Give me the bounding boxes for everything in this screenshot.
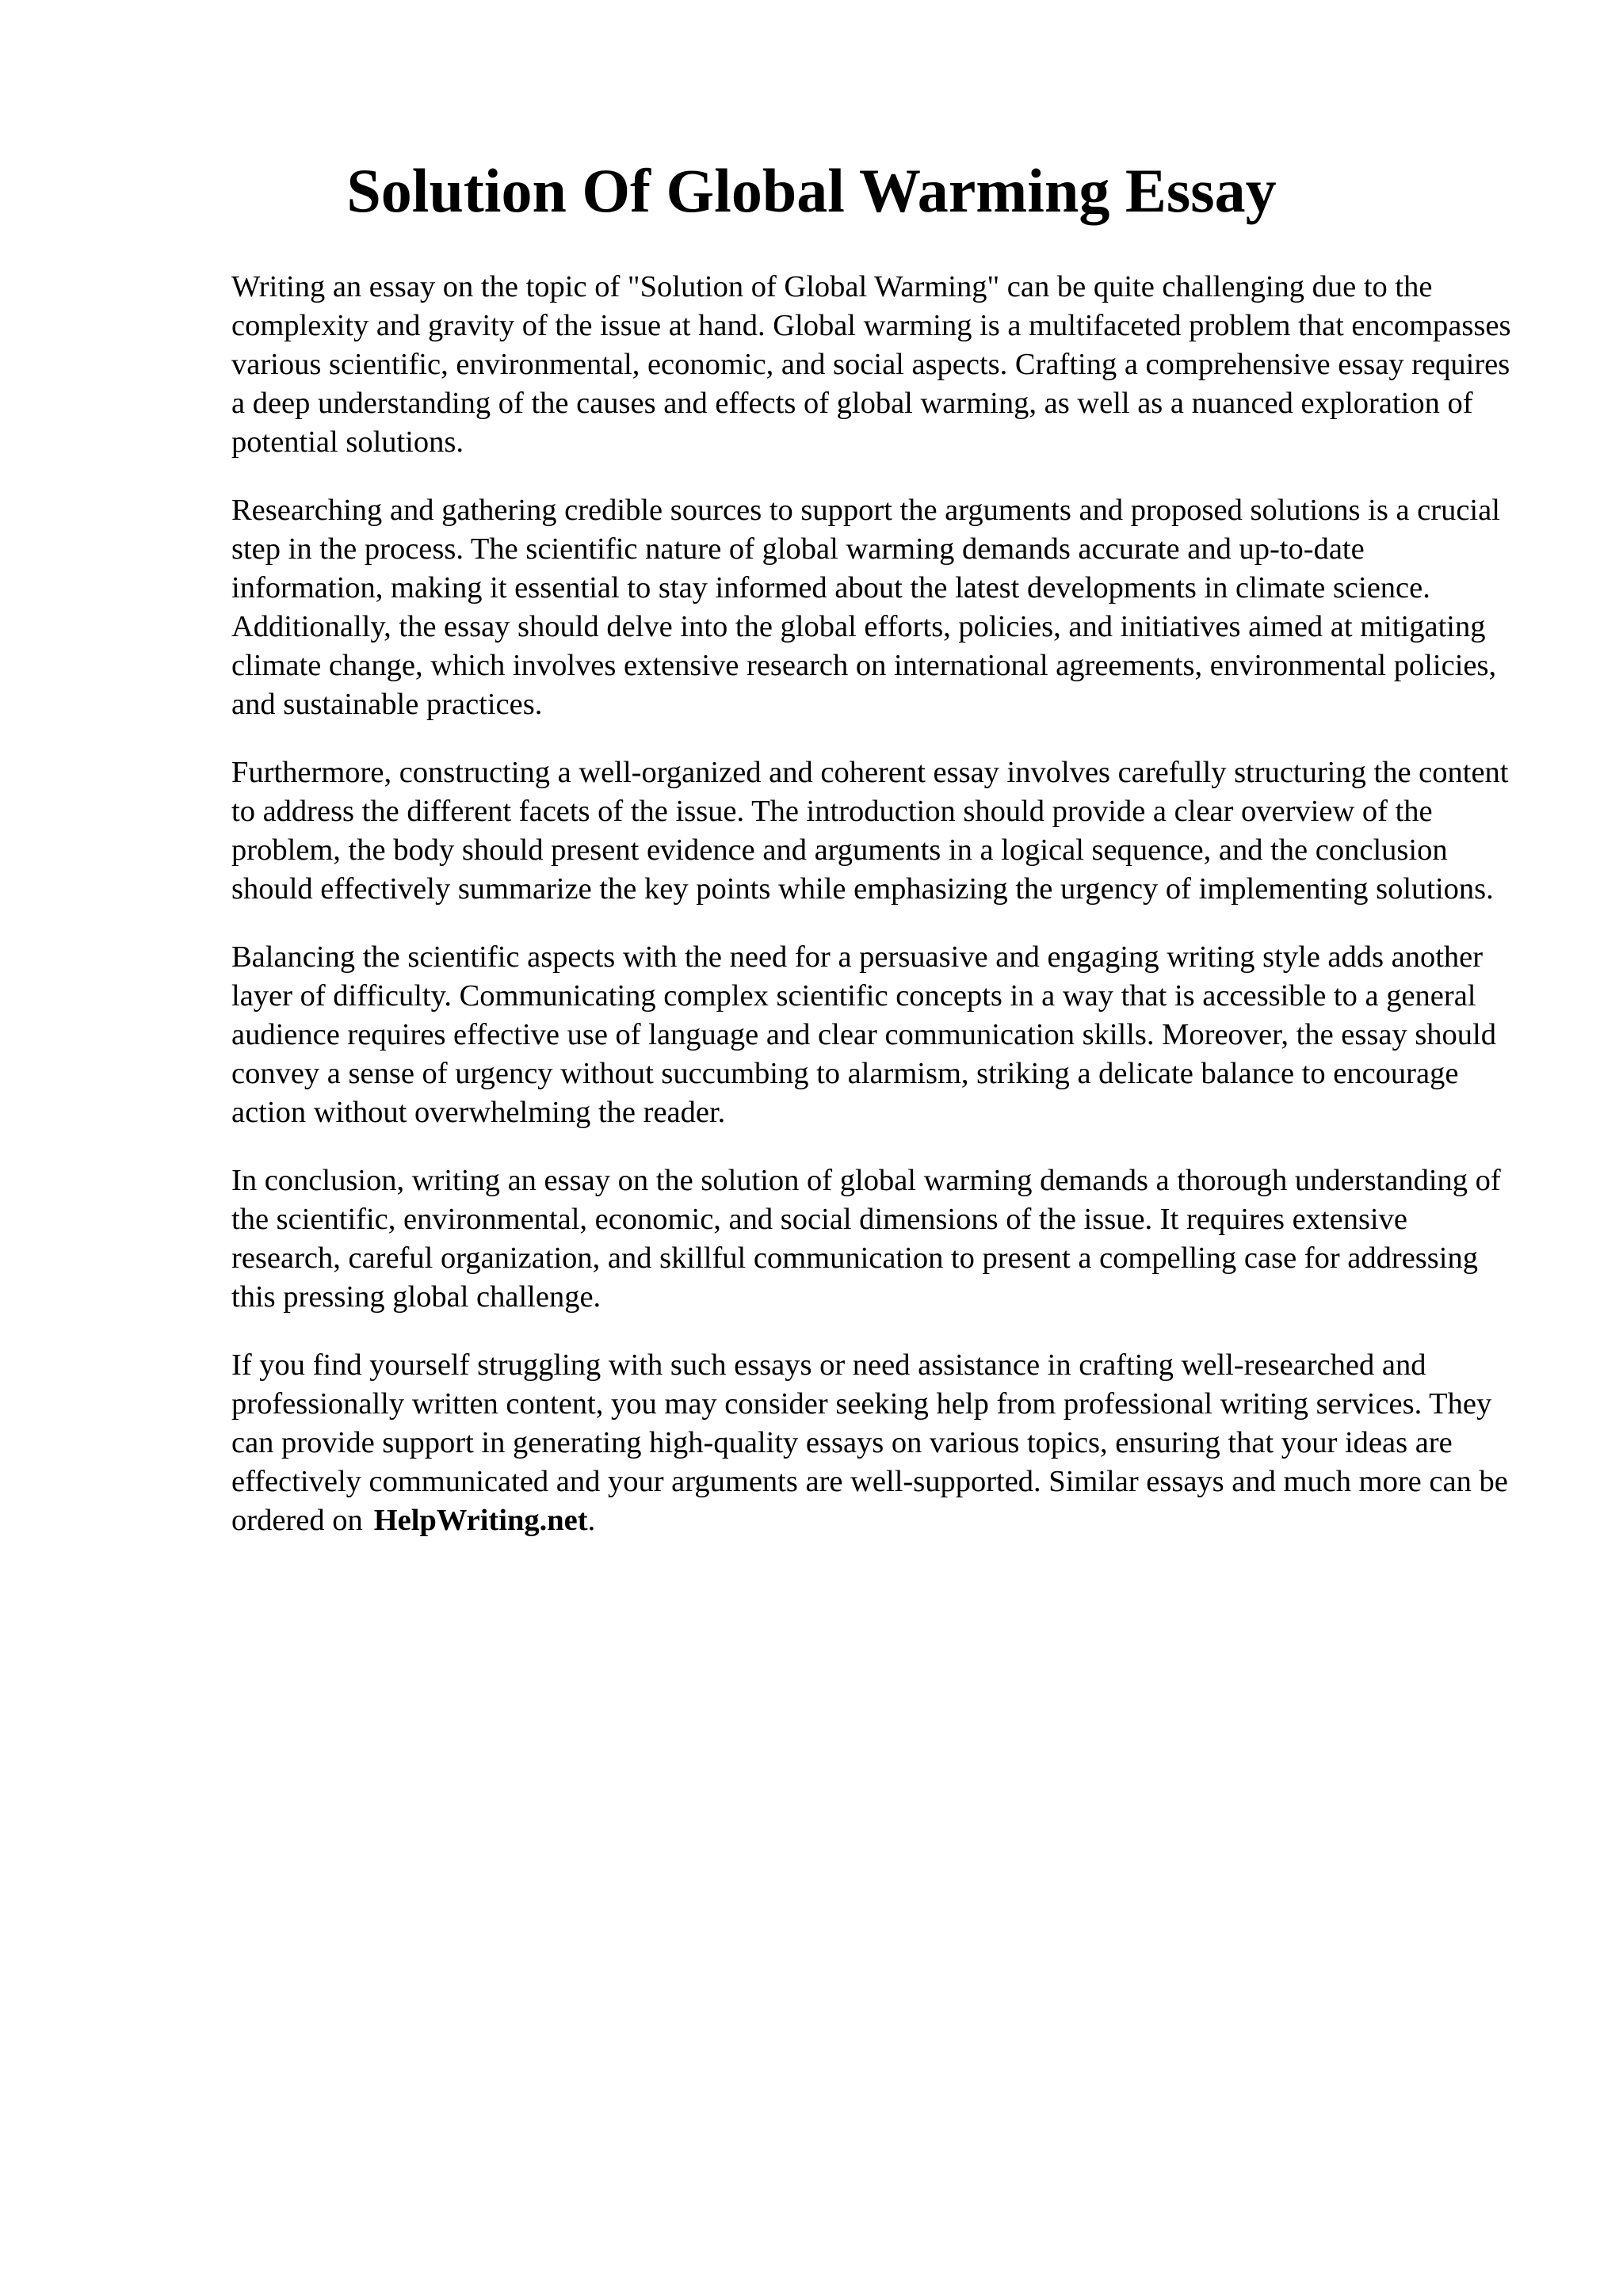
paragraph-research: Researching and gathering credible sources to support the arguments and proposed solutions is a crucial step in the process. The scientific nature of global warming demands accurate and up-to-date information, making it essential to stay informed about the latest developments in climate science. Additionally, the essay should delve into the global efforts, policies, and initiatives aimed at mitigating climate change, which involves extensive research on international agreements, environmental policies, and sustainable practices. [231,494,1500,721]
paragraph-help [231,1346,1515,1540]
document-title: Solution Of Global Warming Essay [346,156,1277,225]
paragraph-help-text: If you find yourself struggling with such essays or need assistance in crafting well-researched and professionally written content, you may consider seeking help from professional writing services. They can provide support in generating high-quality essays on various topics, ensuring that your ideas are effectively communicated and your arguments are well-supported. Similar essays and much more can be ordered on [231,1348,1508,1537]
paragraph-structure: Furthermore, constructing a well-organized and coherent essay involves carefully structuring the content to address the different facets of the issue. The introduction should provide a clear overview of the problem, the body should present evidence and arguments in a logical sequence, and the conclusion should effectively summarize the key points while emphasizing the urgency of implementing solutions. [231,756,1509,906]
paragraph-help-trailing: . [587,1504,596,1537]
paragraph-intro: Writing an essay on the topic of "Solution of Global Warming" can be quite challenging due to the complexity and gravity of the issue at hand. Global warming is a multifaceted problem that encompasses various scientific, environmental, economic, and social aspects. Crafting a comprehensive essay requires a deep understanding of the causes and effects of global warming, as well as a nuanced exploration of potential solutions. [231,270,1511,459]
document-body [231,268,1515,1569]
paragraph-conclusion: In conclusion, writing an essay on the solution of global warming demands a thorough understanding of the scientific, environmental, economic, and social dimensions of the issue. It requires extensive research, careful organization, and skillful communication to present a compelling case for addressing this pressing global challenge. [231,1164,1501,1314]
paragraph-style: Balancing the scientific aspects with the need for a persuasive and engaging writing style adds another layer of difficulty. Communicating complex scientific concepts in a way that is accessible to a general audience requires effective use of language and clear communication skills. Moreover, the essay should convey a sense of urgency without succumbing to alarmism, striking a delicate balance to encourage action without overwhelming the reader. [231,940,1497,1129]
helpwriting-link[interactable]: HelpWriting.net [373,1504,588,1537]
